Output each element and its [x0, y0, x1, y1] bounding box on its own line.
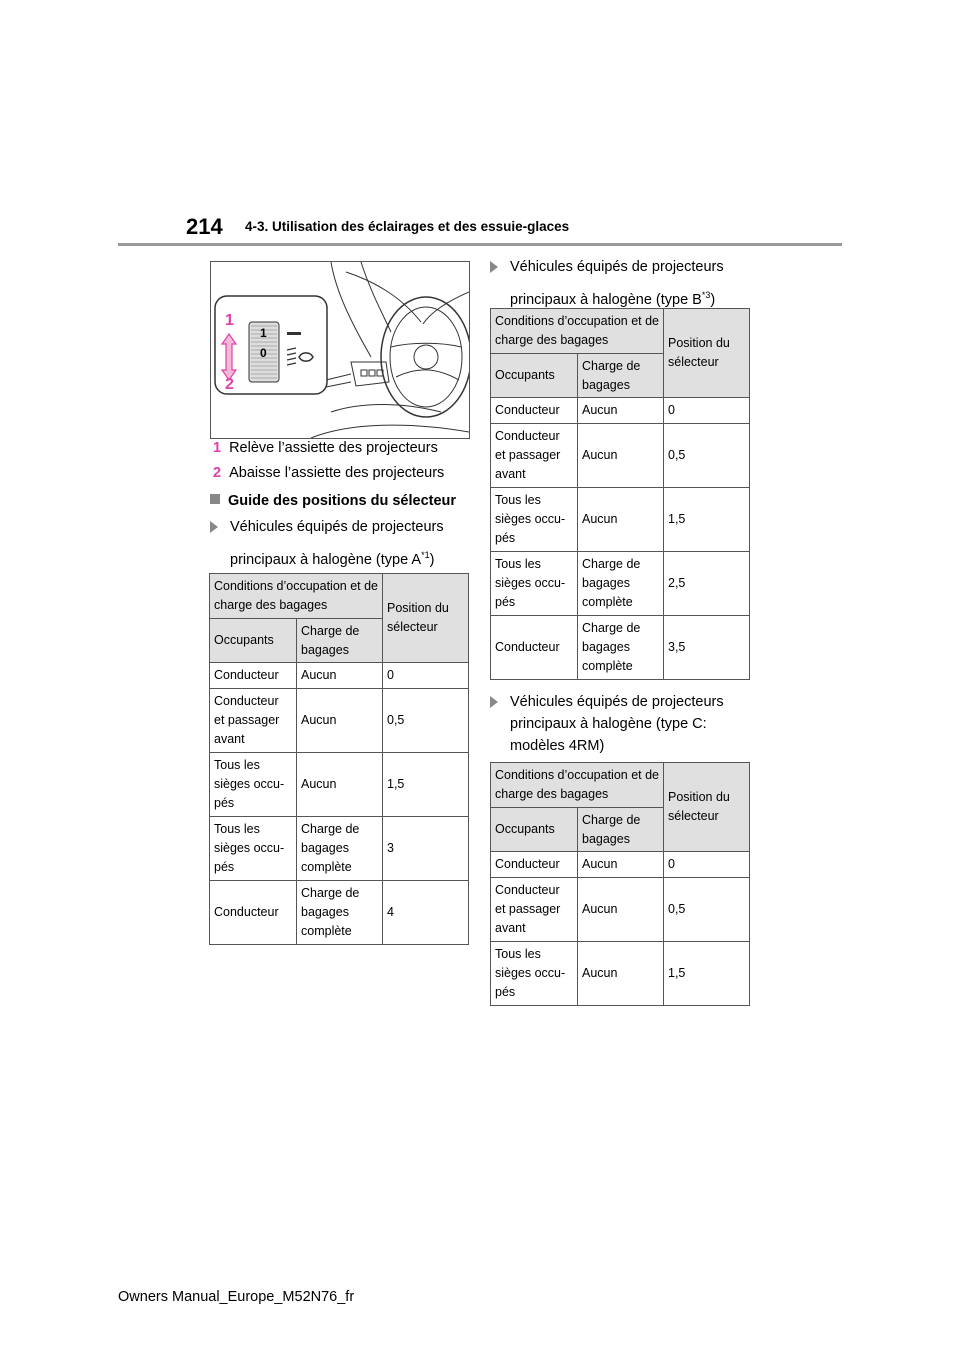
table-row: Conducteur Charge de bagages complète 3,5	[491, 616, 750, 680]
header-occupants: Occupants	[491, 354, 578, 398]
header-conditions: Conditions d’occupation et de charge des bagages	[210, 574, 383, 619]
dial-mark-bottom: 0	[260, 346, 267, 360]
caption-lower: 2 Abaisse l’assiette des projecteurs	[213, 465, 445, 481]
header-conditions: Conditions d’occupation et de charge des bagages	[491, 309, 664, 354]
table-row: Tous les sièges occu-pés Aucun 1,5	[210, 753, 469, 817]
headlight-leveling-illustration	[210, 261, 470, 439]
dial-mark-top: 1	[260, 326, 267, 340]
header-charge: Charge de bagages	[578, 808, 664, 852]
header-charge: Charge de bagages	[578, 354, 664, 398]
table-c	[490, 762, 750, 1006]
header-position: Position du sélecteur	[383, 574, 469, 663]
table-row: Conducteur et passager avant Aucun 0,5	[491, 424, 750, 488]
table-row: Conducteur et passager avant Aucun 0,5	[491, 878, 750, 942]
figure-label-raise: 1	[225, 312, 234, 329]
table-a	[209, 573, 469, 945]
triangle-bullet-icon	[490, 696, 498, 708]
table-b	[490, 308, 750, 680]
footer-manual-id: Owners Manual_Europe_M52N76_fr	[118, 1289, 355, 1305]
section-title: 4-3. Utilisation des éclairages et des essuie-glaces	[245, 219, 570, 234]
header-charge: Charge de bagages	[297, 619, 383, 663]
header-position: Position du sélecteur	[664, 763, 750, 852]
table-c-heading: Véhicules équipés de projecteurs principaux à halogène (type C: modèles 4RM)	[490, 690, 760, 758]
table-a-heading: Véhicules équipés de projecteurs principaux à halogène (type $A^{*1}$)	[210, 515, 470, 572]
caption-raise: 1 Relève l’assiette des projecteurs	[213, 440, 438, 456]
figure-label-lower: 2	[225, 376, 234, 393]
triangle-bullet-icon	[210, 521, 218, 533]
table-row: Conducteur et passager avant Aucun 0,5	[210, 689, 469, 753]
dashboard-drawing	[211, 262, 469, 438]
table-row: Conducteur Aucun 0	[491, 852, 750, 878]
header-divider	[118, 243, 842, 246]
header-occupants: Occupants	[210, 619, 297, 663]
header-conditions: Conditions d’occupation et de charge des bagages	[491, 763, 664, 808]
table-row: Tous les sièges occu-pés Aucun 1,5	[491, 488, 750, 552]
header-occupants: Occupants	[491, 808, 578, 852]
table-row: Conducteur Charge de bagages complète 4	[210, 881, 469, 945]
table-row: Tous les sièges occu-pés Charge de bagages complète 3	[210, 817, 469, 881]
header-position: Position du sélecteur	[664, 309, 750, 398]
square-bullet-icon	[210, 494, 220, 504]
table-b-heading: Véhicules équipés de projecteurs principaux à halogène (type $B^{*3}$)	[490, 255, 760, 312]
table-row: Conducteur Aucun 0	[210, 663, 469, 689]
table-row: Conducteur Aucun 0	[491, 398, 750, 424]
page-number: 214	[186, 214, 223, 239]
table-row: Tous les sièges occu-pés Charge de bagages complète 2,5	[491, 552, 750, 616]
triangle-bullet-icon	[490, 261, 498, 273]
selector-guide-heading: Guide des positions du sélecteur	[210, 493, 456, 509]
table-row: Tous les sièges occu-pés Aucun 1,5	[491, 942, 750, 1006]
